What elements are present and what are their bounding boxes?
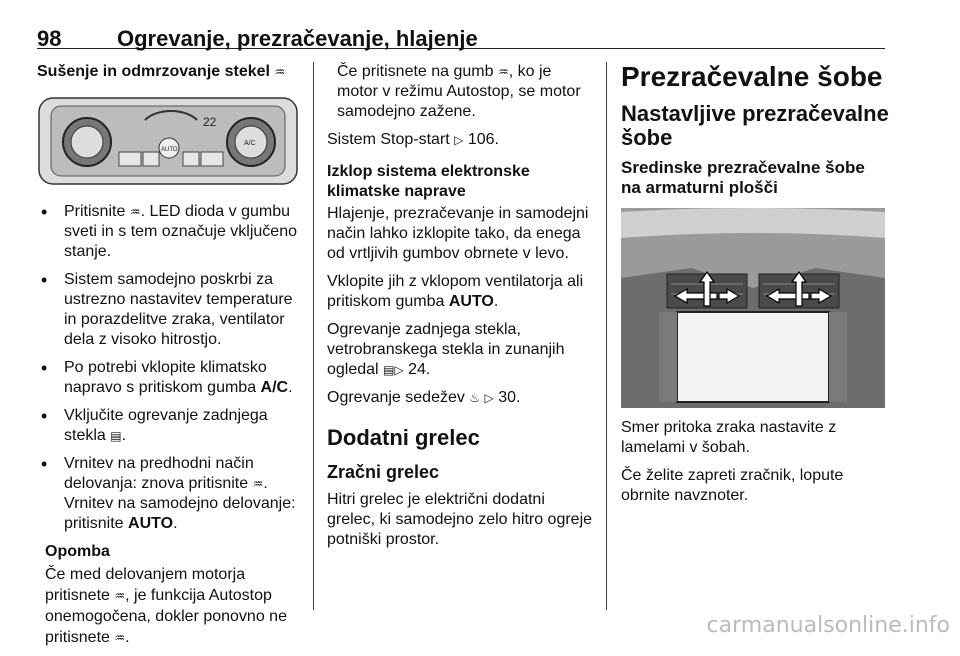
note-title: Opomba — [45, 543, 110, 560]
paragraph: Ogrevanje sedežev ♨ ▷ 30. — [327, 389, 521, 406]
section-heading: Prezračevalne šobe — [621, 61, 883, 92]
list-item: • Pritisnite ♒. LED dioda v gumbu sveti in s tem označuje vključeno stanje. — [37, 202, 299, 262]
page-header — [37, 4, 885, 49]
rear-defrost-icon: ▤ — [110, 429, 122, 443]
paragraph: Ogrevanje zadnjega stekla, vetrobranskega stekla in zunanjih ogledal ▤▷ 24. — [327, 321, 565, 378]
page-title: Ogrevanje, prezračevanje, hlajenje — [117, 26, 478, 51]
instruction-list — [37, 202, 299, 534]
column-divider — [606, 62, 607, 610]
watermark: carmanualsonline.info — [706, 613, 950, 638]
ac-label: A/C — [244, 140, 256, 147]
panel-temp-readout: 22 — [203, 115, 217, 129]
section-heading: Izklop sistema elektronske klimatske naprave — [327, 163, 530, 200]
column-divider — [313, 62, 314, 610]
defrost-max-icon: ♒ — [114, 631, 126, 645]
page-reference-arrow-icon: ▷ — [394, 363, 404, 377]
sub-heading: Nastavljive prezračevalne šobe — [621, 101, 889, 150]
paragraph: Sistem Stop-start ▷ 106. — [327, 131, 499, 148]
column-1 — [37, 62, 299, 656]
defrost-max-icon: ♒ — [114, 589, 126, 603]
sub-sub-heading: Sredinske prezračevalne šobe na armaturni plošči — [621, 158, 865, 197]
column-2 — [327, 62, 595, 558]
paragraph: Vklopite jih z vklopom ventilatorja ali pritiskom gumba AUTO. — [327, 273, 584, 310]
paragraph: Smer pritoka zraka nastavite z lamelami v šobah. — [621, 419, 837, 456]
column-3 — [621, 62, 889, 514]
rear-defrost-icon: ▤ — [383, 363, 395, 377]
list-item: • Vrnitev na predhodni način delovanja: znova pritisnite ♒. Vrnitev na samodejno delovanje: pritisnite AUTO. — [37, 454, 299, 534]
section-heading: Sušenje in odmrzovanje stekel ♒ — [37, 63, 286, 80]
auto-label: AUTO — [161, 147, 178, 153]
note-box: Opomba Če med delovanjem motorja pritisnete ♒, je funkcija Autostop onemogočena, dokler ponovno ne pritisnete ♒. — [37, 542, 299, 648]
sub-heading: Zračni grelec — [327, 462, 440, 482]
seat-heating-icon: ♨ — [469, 391, 481, 405]
defrost-max-icon: ♒ — [252, 477, 264, 491]
list-item: • Sistem samodejno poskrbi za ustrezno nastavitev temperature in porazdelitve zraka, ventilator dela z visoko hitrostjo. — [37, 270, 299, 350]
list-item: • Po potrebi vklopite klimatsko napravo s pritiskom gumba A/C. — [37, 358, 299, 398]
page-number: 98 — [37, 26, 62, 51]
defrost-max-icon: ♒ — [129, 205, 141, 219]
page-reference-arrow-icon: ▷ — [454, 133, 464, 147]
defrost-max-icon: ♒ — [274, 65, 286, 79]
defrost-max-icon: ♒ — [497, 65, 509, 79]
display-screen — [677, 312, 829, 402]
center-vents-illustration — [621, 208, 885, 408]
page-reference-arrow-icon: ▷ — [484, 391, 494, 405]
paragraph: Hitri grelec je električni dodatni grelec, ki samodejno zelo hitro ogreje potniški prostor. — [327, 491, 593, 548]
paragraph: Če pritisnete na gumb ♒, ko je motor v režimu Autostop, se motor samodejno zažene. — [337, 63, 581, 120]
list-item: • Vključite ogrevanje zadnjega stekla ▤. — [37, 406, 299, 446]
climate-control-panel-illustration — [37, 92, 299, 192]
paragraph: Hlajenje, prezračevanje in samodejni način lahko izklopite tako, da enega od vrtljivih gumbov obrnete v levo. — [327, 205, 589, 262]
paragraph: Če želite zapreti zračnik, lopute obrnite navznoter. — [621, 467, 844, 504]
section-heading: Dodatni grelec — [327, 425, 480, 450]
